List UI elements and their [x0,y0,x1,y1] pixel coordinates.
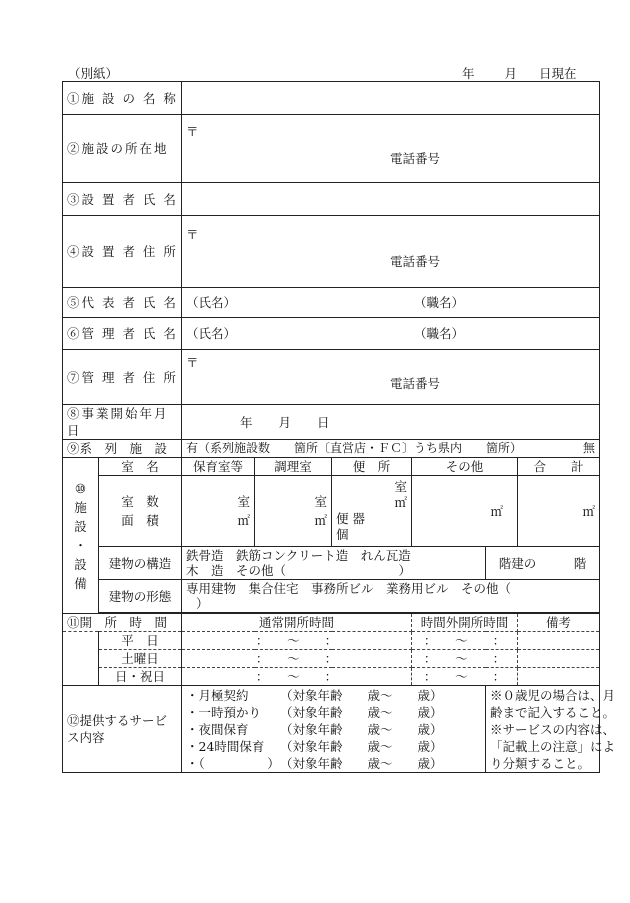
col-toilet: 便 所 [332,458,412,476]
facility-report-form [62,81,616,773]
unit-sqm: ㎡ [582,503,595,519]
room-name-header: 室 名 [99,458,182,476]
unit-sqm: ㎡ [394,495,407,510]
toilet-count-area[interactable] [332,476,412,547]
building-type-line1: 専用建物 集合住宅 事務所ビル 業務用ビル その他（ [186,581,512,596]
manager-address-label: ⑦管 理 者 住 所 [63,350,182,405]
note-line: ※０歳児の場合は、月 [490,688,616,703]
founder-name-field[interactable] [182,183,600,216]
note-line: ※サービスの内容は、 [490,722,616,737]
service-item: ・（ ）（対象年齢 歳〜 歳） [186,756,443,771]
unit-room: 室 [237,494,250,509]
unit-piece: 個 [336,527,349,542]
phone-label: 電話番号 [390,254,441,269]
attachment-label: （別紙） [68,66,119,81]
representative-label: ⑤代 表 者 氏 名 [63,288,182,318]
affiliate-field[interactable] [182,440,600,458]
note-line: 「記載上の注意」によ [490,739,616,754]
facility-name-label: ①施 設 の 名 称 [63,82,182,115]
date-month-label: 月 [504,66,518,81]
total-area[interactable] [518,476,600,547]
facility-address-label: ②施設の所在地 [63,115,182,183]
holiday-regular-hours[interactable]: ： 〜 ： [182,668,412,686]
representative-field[interactable] [182,288,600,318]
label-char: ⑩ [74,480,87,496]
facility-address-field[interactable] [182,115,600,183]
building-type-label: 建物の形態 [99,580,182,613]
saturday-notes[interactable] [518,650,600,668]
service-item: ・一時預かり （対象年齢 歳〜 歳） [186,705,443,720]
service-item: ・24時間保育 （対象年齢 歳〜 歳） [186,739,443,754]
start-date-field[interactable] [182,405,600,440]
phone-label: 電話番号 [390,376,441,391]
start-month-label: 月 [278,414,292,430]
nursery-room-count-area[interactable] [182,476,255,547]
note-line: 齢まで記入すること。 [490,705,616,720]
affiliate-label: ⑨系 列 施 設 [63,440,182,458]
service-item: ・月極契約 （対象年齢 歳〜 歳） [186,688,443,703]
opening-hours-label: ⑪開 所 時 間 [63,614,182,632]
col-other: その他 [412,458,518,476]
services-note [486,686,616,773]
start-day-label: 日 [317,414,330,430]
affiliate-yes-text: 有（系列施設数 箇所〔直営店・ＦＣ〕うち県内 箇所） [186,441,523,455]
label-char: ・ [74,537,87,553]
postal-mark: 〒 [186,124,199,139]
label-char: 施 [74,499,87,515]
col-total: 合 計 [518,458,600,476]
room-count-label: 室 数 [121,494,159,509]
building-type-line2: ） [196,596,209,611]
building-type-options[interactable] [182,580,600,613]
label-char: 備 [74,575,87,591]
structure-line1: 鉄骨造 鉄筋コンクリート造 れん瓦造 [186,548,411,563]
col-kitchen: 調理室 [255,458,332,476]
regular-hours-header: 通常開所時間 [182,614,412,632]
title-placeholder: （職名） [413,295,464,310]
saturday-extended-hours[interactable]: ： 〜 ： [412,650,518,668]
name-placeholder: （氏名） [186,326,237,341]
toilet-fixture-label: 便 器 [336,511,365,526]
date-as-of-label: 日現在 [539,66,577,81]
kitchen-count-area[interactable] [255,476,332,547]
col-nursery-room: 保育室等 [182,458,255,476]
date-year-label: 年 [462,66,475,81]
affiliate-no-text: 無 [582,441,595,455]
start-date-label: ⑧事業開始年月日 [63,405,182,440]
founder-address-label: ④設 置 者 住 所 [63,216,182,288]
postal-mark: 〒 [186,355,199,370]
services-list[interactable] [182,686,486,773]
other-area[interactable] [412,476,518,547]
saturday-label: 土曜日 [99,650,182,668]
weekday-regular-hours[interactable]: ： 〜 ： [182,632,412,650]
title-placeholder: （職名） [413,326,464,341]
manager-address-field[interactable] [182,350,600,405]
founder-address-field[interactable] [182,216,600,288]
manager-name-field[interactable] [182,318,600,350]
area-label: 面 積 [121,513,159,528]
count-area-label [99,476,182,547]
saturday-regular-hours[interactable]: ： 〜 ： [182,650,412,668]
structure-line2: 木 造 その他（ ） [186,563,412,578]
unit-sqm: ㎡ [490,503,503,519]
weekday-label: 平 日 [99,632,182,650]
structure-options[interactable] [182,547,486,580]
postal-mark: 〒 [186,227,199,242]
note-line: り分類すること。 [490,756,591,771]
start-year-label: 年 [240,414,253,430]
founder-name-label: ③設 置 者 氏 名 [63,183,182,216]
unit-room: 室 [394,479,407,494]
label-char: 設 [74,518,87,534]
manager-name-label: ⑥管 理 者 氏 名 [63,318,182,350]
notes-header: 備考 [518,614,600,632]
weekday-notes[interactable] [518,632,600,650]
storey-field[interactable]: 階建の 階 [486,547,600,580]
holiday-label: 日・祝日 [99,668,182,686]
holiday-notes[interactable] [518,668,600,686]
name-placeholder: （氏名） [186,295,237,310]
as-of-date [462,64,577,82]
services-label: ⑫提供するサービス内容 [63,686,182,773]
facility-equipment-label [63,458,99,614]
extended-hours-header: 時間外開所時間 [412,614,518,632]
weekday-extended-hours[interactable]: ： 〜 ： [412,632,518,650]
facility-name-field[interactable] [182,82,600,115]
hours-label-spacer [63,632,99,686]
structure-label: 建物の構造 [99,547,182,580]
label-char: 設 [74,556,87,572]
service-item: ・夜間保育 （対象年齢 歳〜 歳） [186,722,443,737]
unit-sqm: ㎡ [314,513,327,528]
unit-room: 室 [314,494,327,509]
holiday-extended-hours[interactable]: ： 〜 ： [412,668,518,686]
phone-label: 電話番号 [390,151,441,166]
unit-sqm: ㎡ [237,513,250,528]
